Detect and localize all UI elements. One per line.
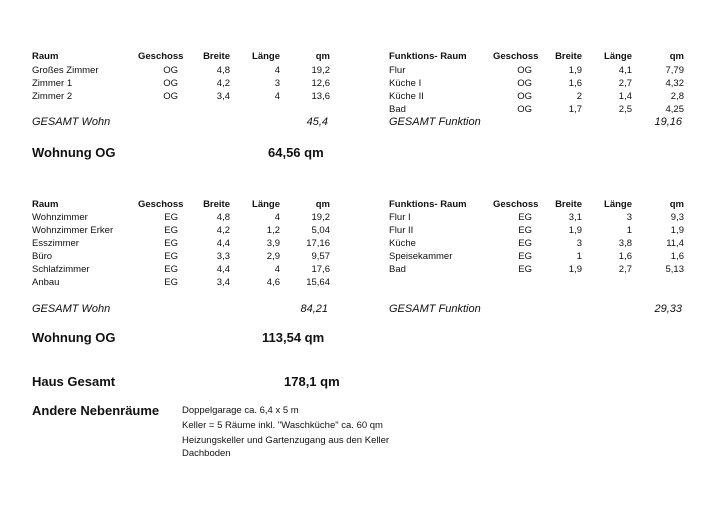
eg-summary-value: 113,54 qm: [262, 330, 325, 345]
cell-raum: Flur: [389, 65, 406, 76]
header-geschoss: Geschoss: [138, 51, 184, 62]
cell-breite: 2: [576, 91, 582, 102]
nebenraeume-line: Keller = 5 Räume inkl. "Waschküche" ca. 60 qm: [182, 420, 383, 431]
cell-raum: Büro: [32, 251, 53, 262]
cell-raum: Küche: [389, 238, 416, 249]
cell-raum: Küche I: [389, 78, 422, 89]
cell-raum: Speisekammer: [389, 251, 453, 262]
cell-qm: 15,64: [306, 277, 330, 288]
header-laenge: Länge: [604, 199, 632, 210]
header-raum: Raum: [32, 199, 59, 210]
cell-geschoss: EG: [164, 212, 178, 223]
cell-raum: Schlafzimmer: [32, 264, 90, 275]
cell-qm: 1,9: [670, 225, 684, 236]
cell-laenge: 4: [274, 65, 280, 76]
cell-breite: 3,3: [216, 251, 230, 262]
cell-laenge: 1,6: [618, 251, 632, 262]
cell-raum: Wohnzimmer: [32, 212, 88, 223]
cell-breite: 1: [576, 251, 582, 262]
cell-laenge: 1,4: [618, 91, 632, 102]
nebenraeume-line: Doppelgarage ca. 6,4 x 5 m: [182, 405, 299, 416]
cell-raum: Küche II: [389, 91, 424, 102]
header-breite: Breite: [555, 199, 582, 210]
cell-qm: 19,2: [311, 212, 330, 223]
header-laenge: Länge: [252, 51, 280, 62]
cell-laenge: 4: [274, 91, 280, 102]
cell-raum: Flur I: [389, 212, 411, 223]
header-geschoss: Geschoss: [138, 199, 184, 210]
cell-raum: Esszimmer: [32, 238, 79, 249]
cell-qm: 17,16: [306, 238, 330, 249]
cell-breite: 4,8: [216, 65, 230, 76]
header-geschoss: Geschoss: [493, 199, 539, 210]
cell-geschoss: EG: [164, 225, 178, 236]
cell-laenge: 4: [274, 264, 280, 275]
cell-laenge: 1,2: [266, 225, 280, 236]
nebenraeume-label: Andere Nebenräume: [32, 403, 160, 418]
header-breite: Breite: [555, 51, 582, 62]
total-value: 29,33: [654, 303, 682, 315]
header-breite: Breite: [203, 199, 230, 210]
cell-breite: 4,2: [216, 78, 230, 89]
cell-laenge: 2,7: [618, 264, 632, 275]
cell-laenge: 3: [626, 212, 632, 223]
eg-summary-label: Wohnung OG: [32, 330, 116, 345]
header-qm: qm: [669, 51, 684, 62]
haus-gesamt-label: Haus Gesamt: [32, 374, 116, 389]
header-laenge: Länge: [604, 51, 632, 62]
total-label: GESAMT Funktion: [389, 303, 481, 315]
haus-gesamt-value: 178,1 qm: [284, 374, 340, 389]
nebenraeume-line: Dachboden: [182, 448, 231, 459]
total-value: 19,16: [654, 116, 682, 128]
cell-qm: 19,2: [311, 65, 330, 76]
cell-laenge: 4,1: [618, 65, 632, 76]
cell-raum: Bad: [389, 104, 406, 115]
cell-geschoss: OG: [517, 91, 532, 102]
cell-qm: 4,32: [665, 78, 684, 89]
header-qm: qm: [315, 51, 330, 62]
header-raum: Funktions- Raum: [389, 199, 467, 210]
header-raum: Raum: [32, 51, 59, 62]
cell-raum: Zimmer 2: [32, 91, 73, 102]
cell-qm: 2,8: [670, 91, 684, 102]
header-breite: Breite: [203, 51, 230, 62]
cell-breite: 3,4: [216, 277, 230, 288]
og-summary-label: Wohnung OG: [32, 145, 116, 160]
cell-breite: 1,7: [568, 104, 582, 115]
cell-qm: 9,3: [670, 212, 684, 223]
cell-laenge: 3: [274, 78, 280, 89]
cell-geschoss: OG: [517, 104, 532, 115]
cell-laenge: 2,5: [618, 104, 632, 115]
og-summary-value: 64,56 qm: [268, 145, 324, 160]
cell-geschoss: OG: [163, 91, 178, 102]
header-geschoss: Geschoss: [493, 51, 539, 62]
cell-geschoss: EG: [518, 238, 532, 249]
cell-laenge: 4,6: [266, 277, 280, 288]
header-raum: Funktions- Raum: [389, 51, 467, 62]
cell-breite: 4,4: [216, 264, 230, 275]
cell-breite: 4,4: [216, 238, 230, 249]
cell-qm: 5,04: [311, 225, 330, 236]
cell-qm: 12,6: [311, 78, 330, 89]
cell-qm: 9,57: [311, 251, 330, 262]
cell-breite: 1,9: [568, 65, 582, 76]
cell-breite: 4,8: [216, 212, 230, 223]
cell-geschoss: OG: [163, 65, 178, 76]
cell-qm: 1,6: [670, 251, 684, 262]
cell-raum: Anbau: [32, 277, 60, 288]
cell-qm: 4,25: [665, 104, 684, 115]
cell-breite: 1,9: [568, 225, 582, 236]
cell-laenge: 3,9: [266, 238, 280, 249]
total-label: GESAMT Wohn: [32, 303, 111, 315]
cell-geschoss: EG: [164, 238, 178, 249]
cell-breite: 4,2: [216, 225, 230, 236]
cell-raum: Großes Zimmer: [32, 65, 99, 76]
cell-geschoss: EG: [164, 264, 178, 275]
cell-qm: 11,4: [666, 238, 684, 249]
cell-laenge: 2,9: [266, 251, 280, 262]
cell-raum: Flur II: [389, 225, 414, 236]
cell-breite: 3,1: [568, 212, 582, 223]
cell-geschoss: EG: [164, 277, 178, 288]
cell-laenge: 3,8: [618, 238, 632, 249]
cell-breite: 1,9: [568, 264, 582, 275]
cell-laenge: 1: [626, 225, 632, 236]
cell-qm: 5,13: [665, 264, 684, 275]
cell-geschoss: EG: [518, 212, 532, 223]
cell-geschoss: OG: [517, 65, 532, 76]
cell-raum: Bad: [389, 264, 406, 275]
total-label: GESAMT Funktion: [389, 116, 481, 128]
cell-geschoss: OG: [517, 78, 532, 89]
cell-raum: Wohnzimmer Erker: [32, 225, 114, 236]
header-laenge: Länge: [252, 199, 280, 210]
cell-geschoss: OG: [163, 78, 178, 89]
cell-breite: 1,6: [568, 78, 582, 89]
cell-qm: 13,6: [311, 91, 330, 102]
cell-breite: 3: [576, 238, 582, 249]
cell-qm: 7,79: [665, 65, 684, 76]
cell-laenge: 2,7: [618, 78, 632, 89]
cell-geschoss: EG: [518, 225, 532, 236]
total-value: 84,21: [300, 303, 328, 315]
cell-breite: 3,4: [216, 91, 230, 102]
total-label: GESAMT Wohn: [32, 116, 111, 128]
cell-qm: 17,6: [311, 264, 330, 275]
cell-geschoss: EG: [518, 264, 532, 275]
nebenraeume-line: Heizungskeller und Gartenzugang aus den Keller: [182, 435, 390, 446]
total-value: 45,4: [306, 116, 328, 128]
header-qm: qm: [669, 199, 684, 210]
cell-laenge: 4: [274, 212, 280, 223]
cell-geschoss: EG: [518, 251, 532, 262]
header-qm: qm: [315, 199, 330, 210]
cell-raum: Zimmer 1: [32, 78, 73, 89]
cell-geschoss: EG: [164, 251, 178, 262]
